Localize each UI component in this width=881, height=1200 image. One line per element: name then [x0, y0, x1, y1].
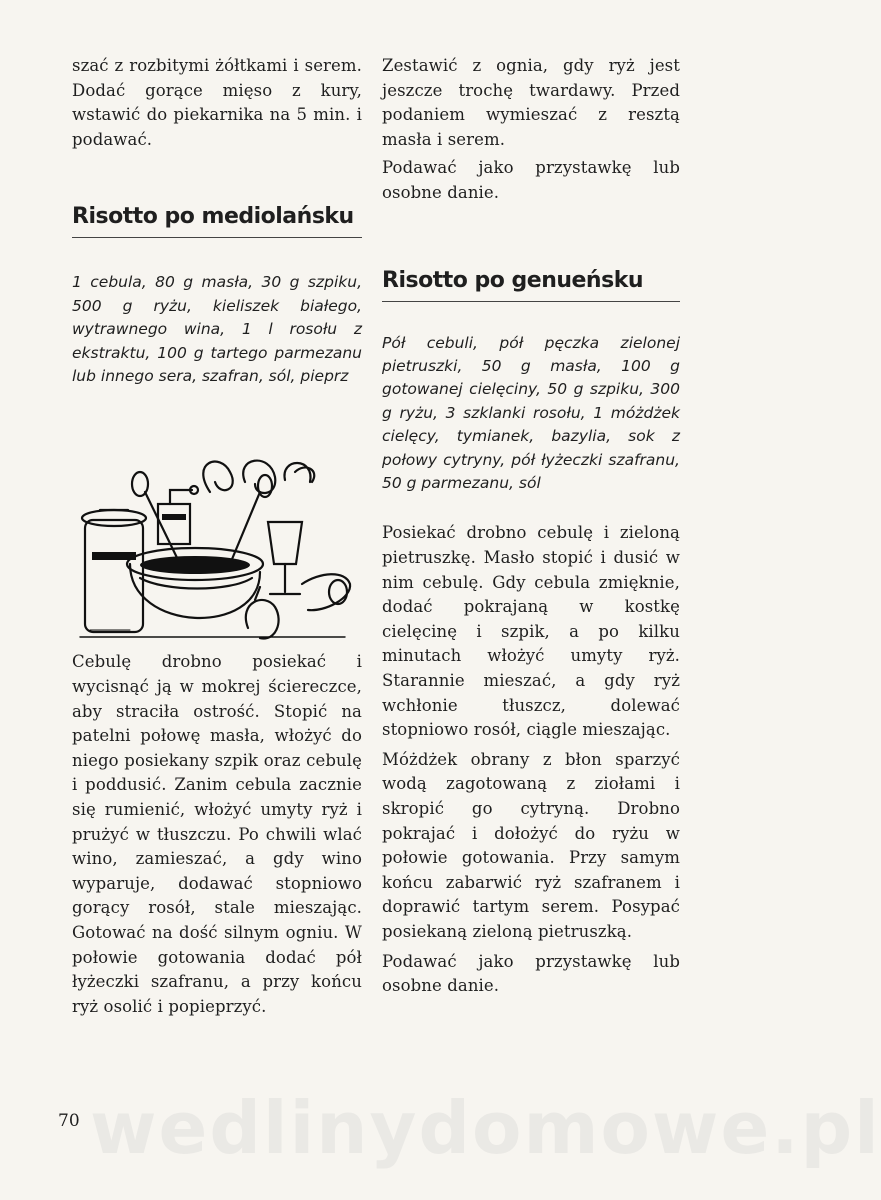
ingredients-genuensku: Pół cebuli, pół pęczka zielonej pietruszki, 50 g masła, 100 g gotowanej cielęciny, 50 g szpiku, 300 g ryżu, 3 szklanki rosołu, 1 móżdżek cielęcy, tymianek, bazylia, sok z połowy cytryny, pół łyżeczki szafranu, 50 g parmezanu, sól: [382, 333, 680, 492]
kitchen-utensils-illustration: [70, 452, 360, 647]
ingredients-mediolansku: 1 cebula, 80 g masła, 30 g szpiku, 500 g ryżu, kieliszek białego, wytrawnego wina, 1 l rosołu z ekstraktu, 100 g tartego parmezanu lub innego sera, szafran, sól, pieprz: [72, 273, 362, 385]
method-genuensku-paragraph-1: Posiekać drobno cebulę i zieloną pietruszkę. Masło stopić i dusić w nim cebulę. Gdy cebula zmięknie, dodać pokrajaną w kostkę cielęcinę i szpik, a po kilku minutach włożyć umyty ryż. Starannie mieszać, a gdy ryż wchłonie tłuszcz, dolewać stopniowo rosół, ciągle mieszając.: [382, 523, 680, 740]
watermark: wedlinydomowe.pl: [90, 1086, 881, 1170]
recipe-title-mediolansku: Risotto po mediolańsku: [72, 204, 362, 238]
method-mediolansku: Cebulę drobno posiekać i wycisnąć ją w mokrej ściereczce, aby straciła ostrość. Stopić na patelni połowę masła, włożyć do niego posiekany szpik oraz cebulę i poddusić. Zanim cebula zacznie się rumienić, włożyć umyty ryż i prużyć w tłuszczu. Po chwili wlać wino, zamieszać, a gdy wino wyparuje, dodawać stopniowo gorący rosół, stale mieszając. Gotować na dość silnym ogniu. W połowie gotowania dodać pół łyżeczki szafranu, a przy końcu ryż osolić i popieprzyć.: [72, 652, 362, 1016]
recipe-title-genuensku: Risotto po genueńsku: [382, 268, 680, 302]
right-intro-paragraph-2: Podawać jako przystawkę lub osobne danie.: [382, 158, 680, 202]
left-intro-paragraph: szać z rozbitymi żółtkami i serem. Dodać gorące mięso z kury, wstawić do piekarnika na 5 min. i podawać.: [72, 56, 362, 149]
right-intro-paragraph-1: Zestawić z ognia, gdy ryż jest jeszcze trochę twardawy. Przed podaniem wymieszać z resztą masła i serem.: [382, 56, 680, 149]
method-genuensku-paragraph-2: Móżdżek obrany z błon sparzyć wodą zagotowaną z ziołami i skropić go cytryną. Drobno pokrajać i dołożyć do ryżu w połowie gotowania. Przy samym końcu zabarwić ryż szafranem i doprawić tartym serem. Posypać posiekaną zieloną pietruszką.: [382, 749, 680, 941]
right-column: [382, 54, 680, 999]
page-number: 70: [58, 1111, 80, 1131]
method-genuensku-paragraph-3: Podawać jako przystawkę lub osobne danie.: [382, 951, 680, 996]
